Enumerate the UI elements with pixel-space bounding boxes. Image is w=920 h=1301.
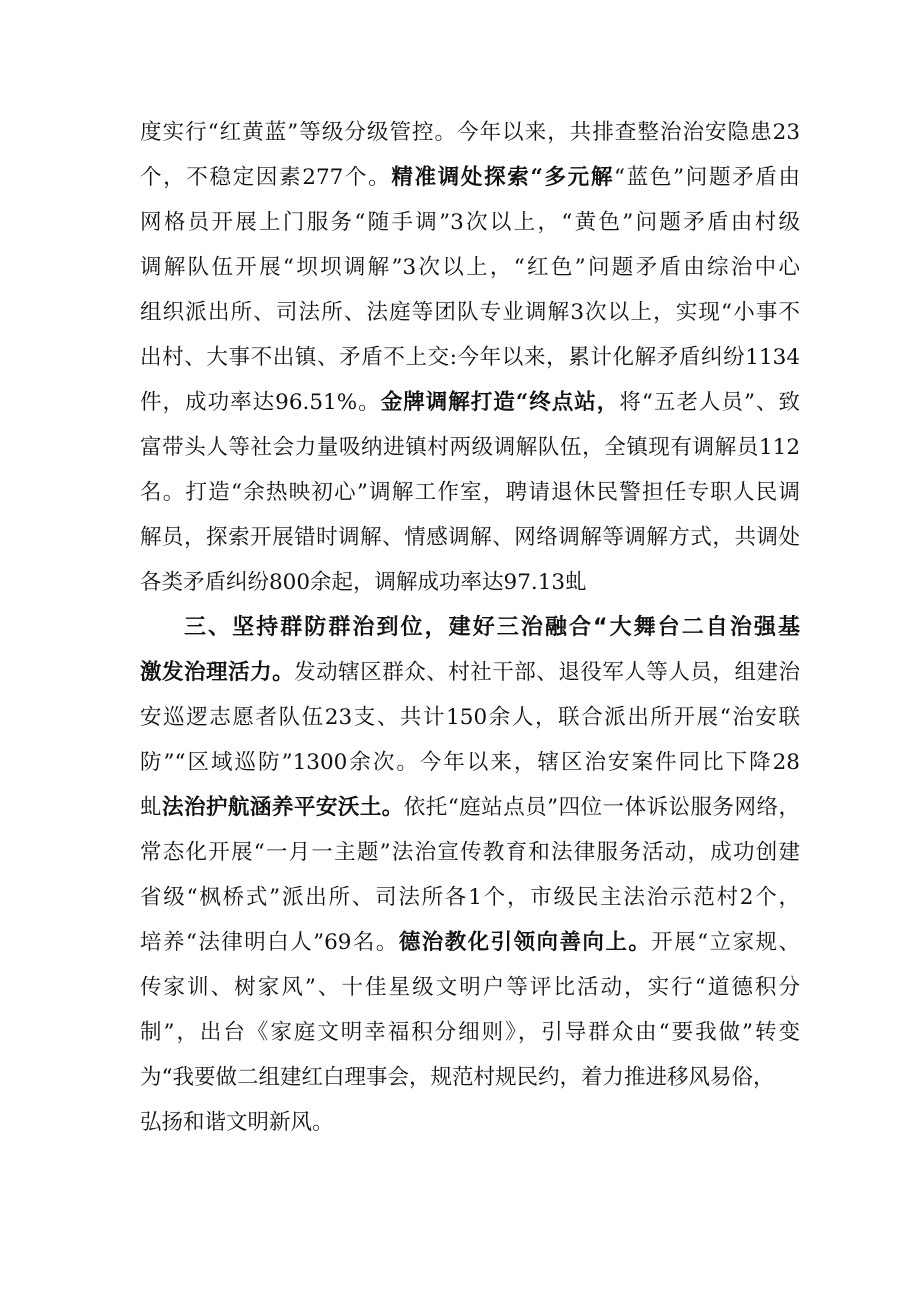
text-run: “蓝色”问题矛盾由 [614,165,800,190]
text-line: 传家训、树家风”、十佳星级文明户等评比活动，实行“道德积分 [140,975,800,1000]
text-line: 网格员开展上门服务“随手调”3次以上，“黄色”问题矛盾由村级 [140,210,800,235]
text-line: 出村、大事不出镇、矛盾不上交:今年以来，累计化解矛盾纠纷1134 [140,345,800,370]
text-run: 培养“法律明白人”69名。 [140,930,399,955]
bold-heading-run: 激发治理活力。 [140,660,295,685]
text-run: 依托“庭站点员”四位一体诉讼服务网络， [403,795,800,820]
text-line: 名。打造“余热映初心”调解工作室，聘请退休民警担任专职人民调 [140,480,800,505]
bold-heading-run: 法治护航涵养平安沃土。 [161,795,404,820]
text-line [140,928,800,958]
text-line: 安巡逻志愿者队伍23支、共计150余人，联合派出所开展“治安联 [140,705,800,730]
text-run: 发动辖区群众、村社干部、退役军人等人员，组建治 [294,660,800,685]
bold-heading-run: 金牌调解打造“终点站， [380,390,620,415]
text-line: 度实行“红黄蓝”等级分级管控。今年以来，共排查整治治安隐患23 [140,120,800,145]
text-line: 解员，探索开展错时调解、情感调解、网络调解等调解方式，共调处 [140,525,800,550]
text-line: 常态化开展“一月一主题”法治宣传教育和法律服务活动，成功创建 [140,840,800,865]
text-line [140,388,800,418]
text-line: 省级“枫桥式”派出所、司法所各1个，市级民主法治示范村2个， [140,885,800,910]
bold-heading-run: 德治教化引领向善向上。 [398,930,652,955]
section-heading: 三、坚持群防群治到位，建好三治融合“大舞台二自治强基 [184,615,800,640]
text-line [140,163,800,193]
text-run: 将“五老人员”、致 [619,390,801,415]
text-run: 个，不稳定因素277个。 [140,165,392,190]
text-run: 件，成功率达96.51%。 [140,390,381,415]
text-line: 防”“区域巡防”1300余次。今年以来，辖区治安案件同比下降28 [140,750,800,775]
text-line [140,793,800,823]
text-line: 弘扬和谐文明新风。 [140,1110,334,1135]
text-line: 组织派出所、司法所、法庭等团队专业调解3次以上，实现“小事不 [140,300,800,325]
bold-heading-run: 精准调处探索“多元解 [391,165,615,190]
text-run: 虬 [140,795,162,820]
text-line: 富带头人等社会力量吸纳进镇村两级调解队伍，全镇现有调解员112 [140,435,800,460]
text-line [140,658,800,688]
text-line: 各类矛盾纠纷800余起，调解成功率达97.13虬 [140,570,587,595]
text-line: 为“我要做二组建红白理事会，规范村规民约，着力推进移风易俗， [140,1065,775,1090]
text-line: 调解队伍开展“坝坝调解”3次以上，“红色”问题矛盾由综治中心 [140,255,800,280]
text-run: 开展“立家规、 [651,930,800,955]
text-line: 制”，出台《家庭文明幸福积分细则》，引导群众由“要我做”转变 [140,1020,800,1045]
